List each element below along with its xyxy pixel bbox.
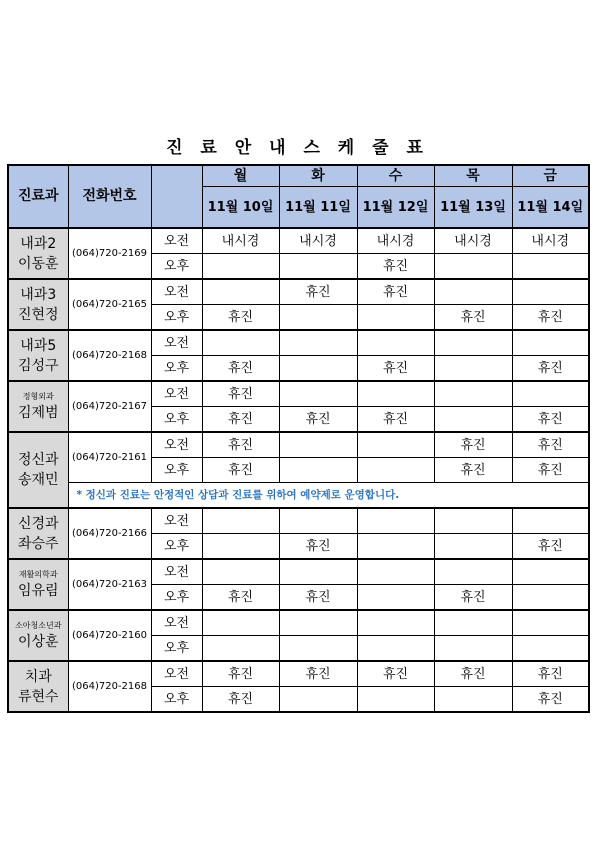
dept-cell [8, 559, 68, 610]
schedule-cell: 휴진 [357, 279, 434, 305]
doctor-name: 김제범 [17, 404, 59, 421]
schedule-table [7, 164, 590, 713]
schedule-cell [512, 585, 589, 611]
schedule-cell [202, 254, 279, 280]
schedule-cell [434, 254, 512, 280]
schedule-cell [434, 330, 512, 356]
schedule-cell: 휴진 [202, 356, 279, 382]
doctor-name: 이상훈 [17, 633, 59, 650]
period-pm: 오후 [151, 534, 202, 560]
schedule-cell [202, 534, 279, 560]
schedule-cell [434, 636, 512, 662]
period-am: 오전 [151, 279, 202, 305]
phone-number: (064)720-2167 [68, 381, 151, 432]
schedule-cell [202, 610, 279, 636]
phone-number: (064)720-2169 [68, 228, 151, 279]
schedule-cell: 휴진 [512, 534, 589, 560]
header-day-mon: 월 [202, 165, 279, 187]
reservation-note: * 정신과 진료는 안정적인 상담과 진료를 위하여 예약제로 운영합니다. [68, 483, 589, 509]
schedule-cell [279, 305, 357, 331]
period-am: 오전 [151, 381, 202, 407]
schedule-cell [357, 305, 434, 331]
schedule-cell [357, 534, 434, 560]
period-am: 오전 [151, 508, 202, 534]
phone-number: (064)720-2168 [68, 661, 151, 712]
schedule-cell: 휴진 [202, 585, 279, 611]
schedule-cell: 휴진 [202, 687, 279, 713]
schedule-cell: 휴진 [512, 407, 589, 433]
schedule-cell [357, 687, 434, 713]
schedule-cell [357, 585, 434, 611]
schedule-cell [279, 458, 357, 483]
schedule-cell: 휴진 [512, 432, 589, 458]
schedule-cell [357, 559, 434, 585]
period-pm: 오후 [151, 356, 202, 382]
schedule-cell: 휴진 [279, 661, 357, 687]
dept-name: 재활의학과 [18, 569, 58, 579]
schedule-cell: 휴진 [357, 407, 434, 433]
schedule-cell: 휴진 [512, 458, 589, 483]
schedule-cell: 휴진 [434, 661, 512, 687]
doctor-name: 진현정 [17, 306, 59, 323]
schedule-cell [434, 279, 512, 305]
schedule-cell [202, 636, 279, 662]
schedule-cell: 휴진 [202, 432, 279, 458]
period-pm: 오후 [151, 458, 202, 483]
schedule-cell: 휴진 [434, 432, 512, 458]
schedule-cell [434, 534, 512, 560]
schedule-cell [279, 508, 357, 534]
header-phone: 전화번호 [68, 165, 151, 228]
schedule-cell [512, 610, 589, 636]
dept-name: 내과3 [20, 286, 57, 303]
period-am: 오전 [151, 228, 202, 254]
period-pm: 오후 [151, 585, 202, 611]
schedule-cell [434, 356, 512, 382]
schedule-cell: 내시경 [512, 228, 589, 254]
schedule-cell: 휴진 [279, 279, 357, 305]
schedule-cell: 내시경 [434, 228, 512, 254]
schedule-cell: 휴진 [202, 305, 279, 331]
period-pm: 오후 [151, 636, 202, 662]
header-dept: 진료과 [8, 165, 68, 228]
dept-name: 정신과 [17, 452, 59, 468]
schedule-cell [512, 636, 589, 662]
doctor-name: 좌승주 [17, 535, 59, 552]
dept-name: 정형외과 [22, 391, 54, 401]
schedule-cell: 휴진 [357, 254, 434, 280]
period-am: 오전 [151, 610, 202, 636]
dept-cell [8, 610, 68, 661]
schedule-cell [202, 279, 279, 305]
schedule-cell [357, 508, 434, 534]
schedule-cell [434, 508, 512, 534]
period-am: 오전 [151, 432, 202, 458]
period-pm: 오후 [151, 254, 202, 280]
schedule-cell [512, 508, 589, 534]
schedule-cell: 내시경 [279, 228, 357, 254]
schedule-cell [357, 381, 434, 407]
schedule-cell: 휴진 [512, 687, 589, 713]
schedule-cell [279, 330, 357, 356]
period-am: 오전 [151, 330, 202, 356]
schedule-cell: 휴진 [512, 356, 589, 382]
schedule-cell: 휴진 [434, 458, 512, 483]
period-am: 오전 [151, 661, 202, 687]
schedule-cell: 휴진 [434, 305, 512, 331]
dept-name: 치과 [24, 668, 52, 685]
dept-cell [8, 508, 68, 559]
dept-cell [8, 381, 68, 432]
schedule-cell [512, 559, 589, 585]
schedule-cell [357, 330, 434, 356]
header-date-tue: 11월 11일 [279, 187, 357, 229]
schedule-cell: 휴진 [202, 381, 279, 407]
phone-number: (064)720-2163 [68, 559, 151, 610]
schedule-cell [434, 687, 512, 713]
period-am: 오전 [151, 559, 202, 585]
schedule-cell: 내시경 [202, 228, 279, 254]
dept-cell [8, 661, 68, 712]
schedule-cell [434, 381, 512, 407]
phone-number: (064)720-2165 [68, 279, 151, 330]
doctor-name: 김성구 [17, 357, 59, 374]
schedule-cell: 휴진 [512, 661, 589, 687]
dept-name: 소아청소년과 [15, 620, 62, 630]
schedule-cell: 휴진 [279, 585, 357, 611]
dept-cell [8, 432, 68, 508]
schedule-cell [279, 636, 357, 662]
header-day-fri: 금 [512, 165, 589, 187]
schedule-cell [279, 687, 357, 713]
schedule-cell [357, 610, 434, 636]
schedule-cell: 휴진 [357, 356, 434, 382]
header-day-thu: 목 [434, 165, 512, 187]
schedule-cell [357, 636, 434, 662]
page-title: 진 료 안 내 스 케 줄 표 [166, 138, 429, 158]
period-pm: 오후 [151, 407, 202, 433]
header-period [151, 165, 202, 228]
schedule-cell [279, 432, 357, 458]
header-date-mon: 11월 10일 [202, 187, 279, 229]
schedule-cell [357, 458, 434, 483]
phone-number: (064)720-2168 [68, 330, 151, 381]
header-date-thu: 11월 13일 [434, 187, 512, 229]
schedule-cell: 휴진 [357, 661, 434, 687]
header-day-tue: 화 [279, 165, 357, 187]
schedule-cell [279, 254, 357, 280]
schedule-cell [512, 381, 589, 407]
doctor-name: 이동훈 [17, 255, 59, 272]
schedule-cell: 내시경 [357, 228, 434, 254]
schedule-cell [202, 330, 279, 356]
schedule-cell [512, 279, 589, 305]
dept-name: 신경과 [17, 515, 59, 532]
dept-cell [8, 228, 68, 279]
phone-number: (064)720-2161 [68, 432, 151, 483]
header-date-wed: 11월 12일 [357, 187, 434, 229]
period-pm: 오후 [151, 687, 202, 713]
header-date-fri: 11월 14일 [512, 187, 589, 229]
schedule-cell: 휴진 [279, 407, 357, 433]
dept-name: 내과2 [20, 235, 57, 252]
phone-number: (064)720-2160 [68, 610, 151, 661]
schedule-cell: 휴진 [279, 534, 357, 560]
doctor-name: 송재민 [17, 472, 59, 488]
schedule-cell [357, 432, 434, 458]
schedule-cell [279, 356, 357, 382]
schedule-cell: 휴진 [202, 661, 279, 687]
schedule-cell [512, 254, 589, 280]
schedule-cell: 휴진 [434, 585, 512, 611]
schedule-cell: 휴진 [512, 305, 589, 331]
doctor-name: 임유림 [17, 582, 59, 599]
schedule-cell [434, 407, 512, 433]
schedule-cell [202, 559, 279, 585]
schedule-cell [279, 610, 357, 636]
header-day-wed: 수 [357, 165, 434, 187]
schedule-cell [434, 610, 512, 636]
schedule-cell [279, 381, 357, 407]
dept-cell [8, 330, 68, 381]
dept-name: 내과5 [20, 337, 57, 354]
dept-cell [8, 279, 68, 330]
schedule-cell [434, 559, 512, 585]
schedule-cell [202, 508, 279, 534]
schedule-cell [279, 559, 357, 585]
schedule-cell [512, 330, 589, 356]
phone-number: (064)720-2166 [68, 508, 151, 559]
schedule-cell: 휴진 [202, 458, 279, 483]
schedule-cell: 휴진 [202, 407, 279, 433]
period-pm: 오후 [151, 305, 202, 331]
doctor-name: 류현수 [17, 688, 59, 705]
